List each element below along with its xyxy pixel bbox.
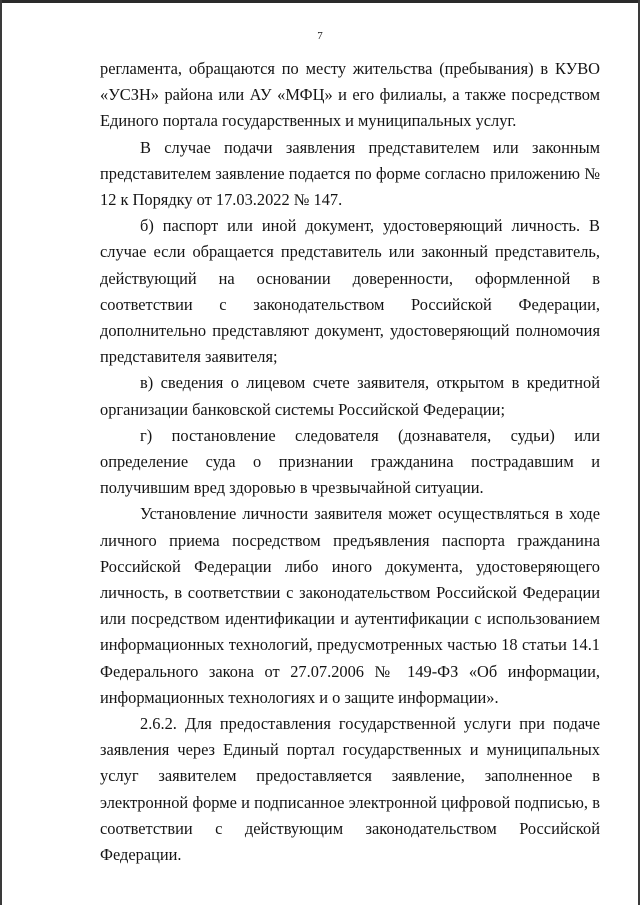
page-number: 7 bbox=[317, 30, 323, 42]
scan-edge-left bbox=[0, 0, 2, 905]
paragraph-continuation: регламента, обращаются по месту жительства (пребывания) в КУВО «УСЗН» района или АУ «МФЦ» и его филиалы, а также посредством Единого портала государственных и муниципальных услуг. bbox=[100, 59, 600, 131]
paragraph-identity: Установление личности заявителя может осуществляться в ходе личного приема посредством предъявления паспорта гражданина Российской Федерации либо иного документа, удостоверяющего личность, в соответствии с законодательством Российской Федерации или посредством идентификации и аутентификации с использованием информационных технологий, предусмотренных частью 18 статьи 14.1 Федерального закона от 27.07.2006 № 149-ФЗ «Об информации, информационных технологиях и о защите информации». bbox=[100, 504, 600, 707]
paragraph-item-b: б) паспорт или иной документ, удостоверяющий личность. В случае если обращается представитель или законный представитель, действующий на основании доверенности, оформленной в соответствии с законодательством Российской Федерации, дополнительно представляют документ, удостоверяющий полномочия представителя заявителя; bbox=[100, 216, 600, 367]
scan-edge-top bbox=[0, 0, 640, 3]
paragraph-item-g: г) постановление следователя (дознавателя, судьи) или определение суда о признании гражданина пострадавшим и получившим вред здоровью в чрезвычайной ситуации. bbox=[100, 425, 600, 498]
paragraph-item-v: в) сведения о лицевом счете заявителя, открытом в кредитной организации банковской системы Российской Федерации; bbox=[100, 373, 600, 419]
paragraph-representative: В случае подачи заявления представителем или законным представителем заявление подается по форме согласно приложению № 12 к Порядку от 17.03.2022 № 147. bbox=[100, 137, 600, 210]
document-body bbox=[100, 56, 600, 868]
paragraph-2-6-2: 2.6.2. Для предоставления государственной услуги при подаче заявления через Единый портал государственных и муниципальных услуг заявителем предоставляется заявление, заполненное в электронной форме и подписанное электронной цифровой подписью, в соответствии с действующим законодательством Российской Федерации. bbox=[100, 714, 600, 865]
